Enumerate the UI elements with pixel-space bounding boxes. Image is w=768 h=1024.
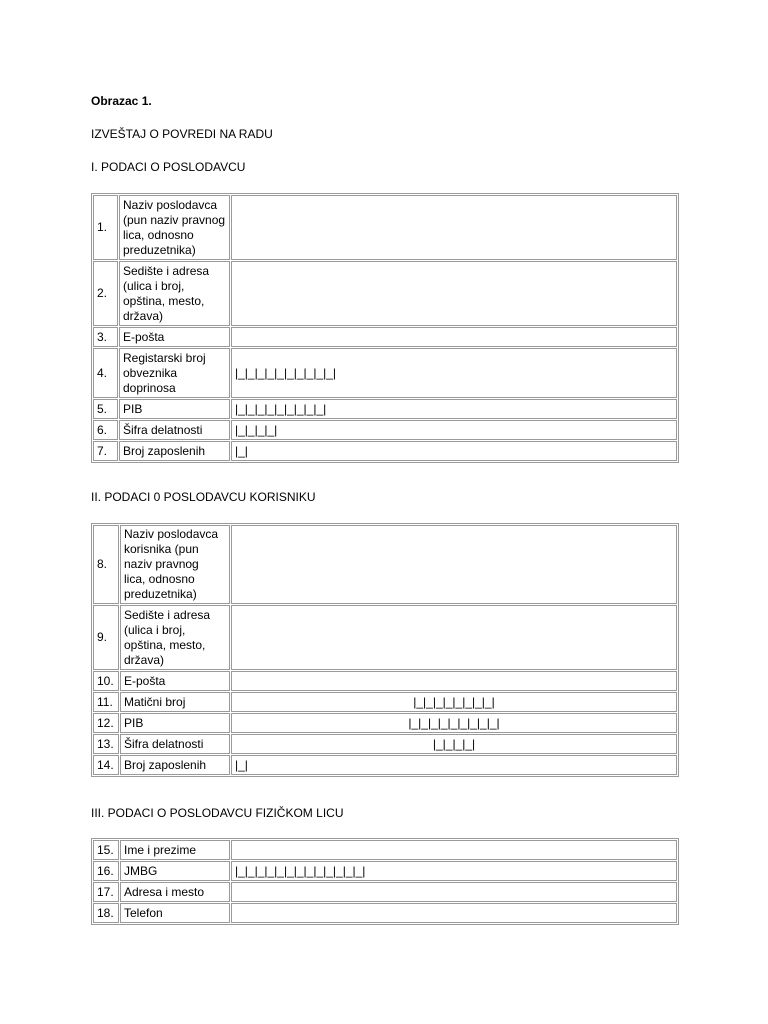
row-number: 17. — [93, 882, 119, 902]
field-label: Šifra delatnosti — [119, 420, 230, 440]
user-employer-email-field[interactable] — [231, 671, 677, 691]
registration-number-field[interactable]: |_|_|_|_|_|_|_|_|_|_| — [231, 348, 677, 398]
table-row — [93, 861, 677, 881]
field-label: JMBG — [120, 861, 230, 881]
user-employer-table — [91, 523, 679, 777]
field-label: Sedište i adresa (ulica i broj, opština, mesto, država) — [120, 605, 230, 670]
table-row — [93, 755, 677, 775]
field-label: PIB — [119, 399, 230, 419]
phone-field[interactable] — [231, 903, 677, 923]
table-row — [93, 671, 677, 691]
row-number: 14. — [93, 755, 119, 775]
table-row — [93, 525, 677, 604]
employer-name-field[interactable] — [231, 195, 677, 260]
employee-count-field[interactable]: |_| — [231, 441, 677, 461]
employer-address-field[interactable] — [231, 261, 677, 326]
table-row — [93, 348, 677, 398]
section-2-title: II. PODACI 0 POSLODAVCU KORISNIKU — [91, 490, 316, 504]
field-label: Adresa i mesto — [120, 882, 230, 902]
report-title: IZVEŠTAJ O POVREDI NA RADU — [91, 127, 273, 141]
section-3-title: III. PODACI O POSLODAVCU FIZIČKOM LICU — [91, 806, 344, 820]
table-row — [93, 441, 677, 461]
table-row — [93, 195, 677, 260]
field-label: Telefon — [120, 903, 230, 923]
field-label: Sedište i adresa (ulica i broj, opština, mesto, država) — [119, 261, 230, 326]
row-number: 9. — [93, 605, 119, 670]
table-row — [93, 903, 677, 923]
registry-number-field[interactable]: |_|_|_|_|_|_|_|_| — [231, 692, 677, 712]
user-employer-name-field[interactable] — [231, 525, 677, 604]
table-row — [93, 713, 677, 733]
row-number: 3. — [93, 327, 118, 347]
field-label: E-pošta — [120, 671, 230, 691]
employer-email-field[interactable] — [231, 327, 677, 347]
user-activity-code-field[interactable]: |_|_|_|_| — [231, 734, 677, 754]
row-number: 2. — [93, 261, 118, 326]
row-number: 5. — [93, 399, 118, 419]
row-number: 18. — [93, 903, 119, 923]
row-number: 11. — [93, 692, 119, 712]
table-row — [93, 327, 677, 347]
row-number: 16. — [93, 861, 119, 881]
pib-field[interactable]: |_|_|_|_|_|_|_|_|_| — [231, 399, 677, 419]
table-row — [93, 692, 677, 712]
user-pib-field[interactable]: |_|_|_|_|_|_|_|_|_| — [231, 713, 677, 733]
row-number: 12. — [93, 713, 119, 733]
table-row — [93, 399, 677, 419]
table-row — [93, 734, 677, 754]
field-label: Šifra delatnosti — [120, 734, 230, 754]
table-row — [93, 882, 677, 902]
field-label: Broj zaposlenih — [120, 755, 230, 775]
natural-person-table — [91, 838, 679, 925]
field-label: Naziv poslodavca korisnika (pun naziv pravnog lica, odnosno preduzetnika) — [120, 525, 230, 604]
field-label: Matični broj — [120, 692, 230, 712]
row-number: 7. — [93, 441, 118, 461]
row-number: 4. — [93, 348, 118, 398]
user-employer-address-field[interactable] — [231, 605, 677, 670]
form-id: Obrazac 1. — [91, 94, 152, 108]
row-number: 10. — [93, 671, 119, 691]
table-row — [93, 420, 677, 440]
field-label: Broj zaposlenih — [119, 441, 230, 461]
field-label: E-pošta — [119, 327, 230, 347]
address-field[interactable] — [231, 882, 677, 902]
field-label: Naziv poslodavca (pun naziv pravnog lica, odnosno preduzetnika) — [119, 195, 230, 260]
user-employee-count-field[interactable]: |_| — [231, 755, 677, 775]
row-number: 8. — [93, 525, 119, 604]
row-number: 1. — [93, 195, 118, 260]
table-row — [93, 261, 677, 326]
table-row — [93, 605, 677, 670]
row-number: 15. — [93, 840, 119, 860]
field-label: Registarski broj obveznika doprinosa — [119, 348, 230, 398]
jmbg-field[interactable]: |_|_|_|_|_|_|_|_|_|_|_|_|_| — [231, 861, 677, 881]
field-label: PIB — [120, 713, 230, 733]
full-name-field[interactable] — [231, 840, 677, 860]
row-number: 6. — [93, 420, 118, 440]
field-label: Ime i prezime — [120, 840, 230, 860]
employer-table — [91, 193, 679, 463]
activity-code-field[interactable]: |_|_|_|_| — [231, 420, 677, 440]
row-number: 13. — [93, 734, 119, 754]
section-1-title: I. PODACI O POSLODAVCU — [91, 160, 246, 174]
table-row — [93, 840, 677, 860]
